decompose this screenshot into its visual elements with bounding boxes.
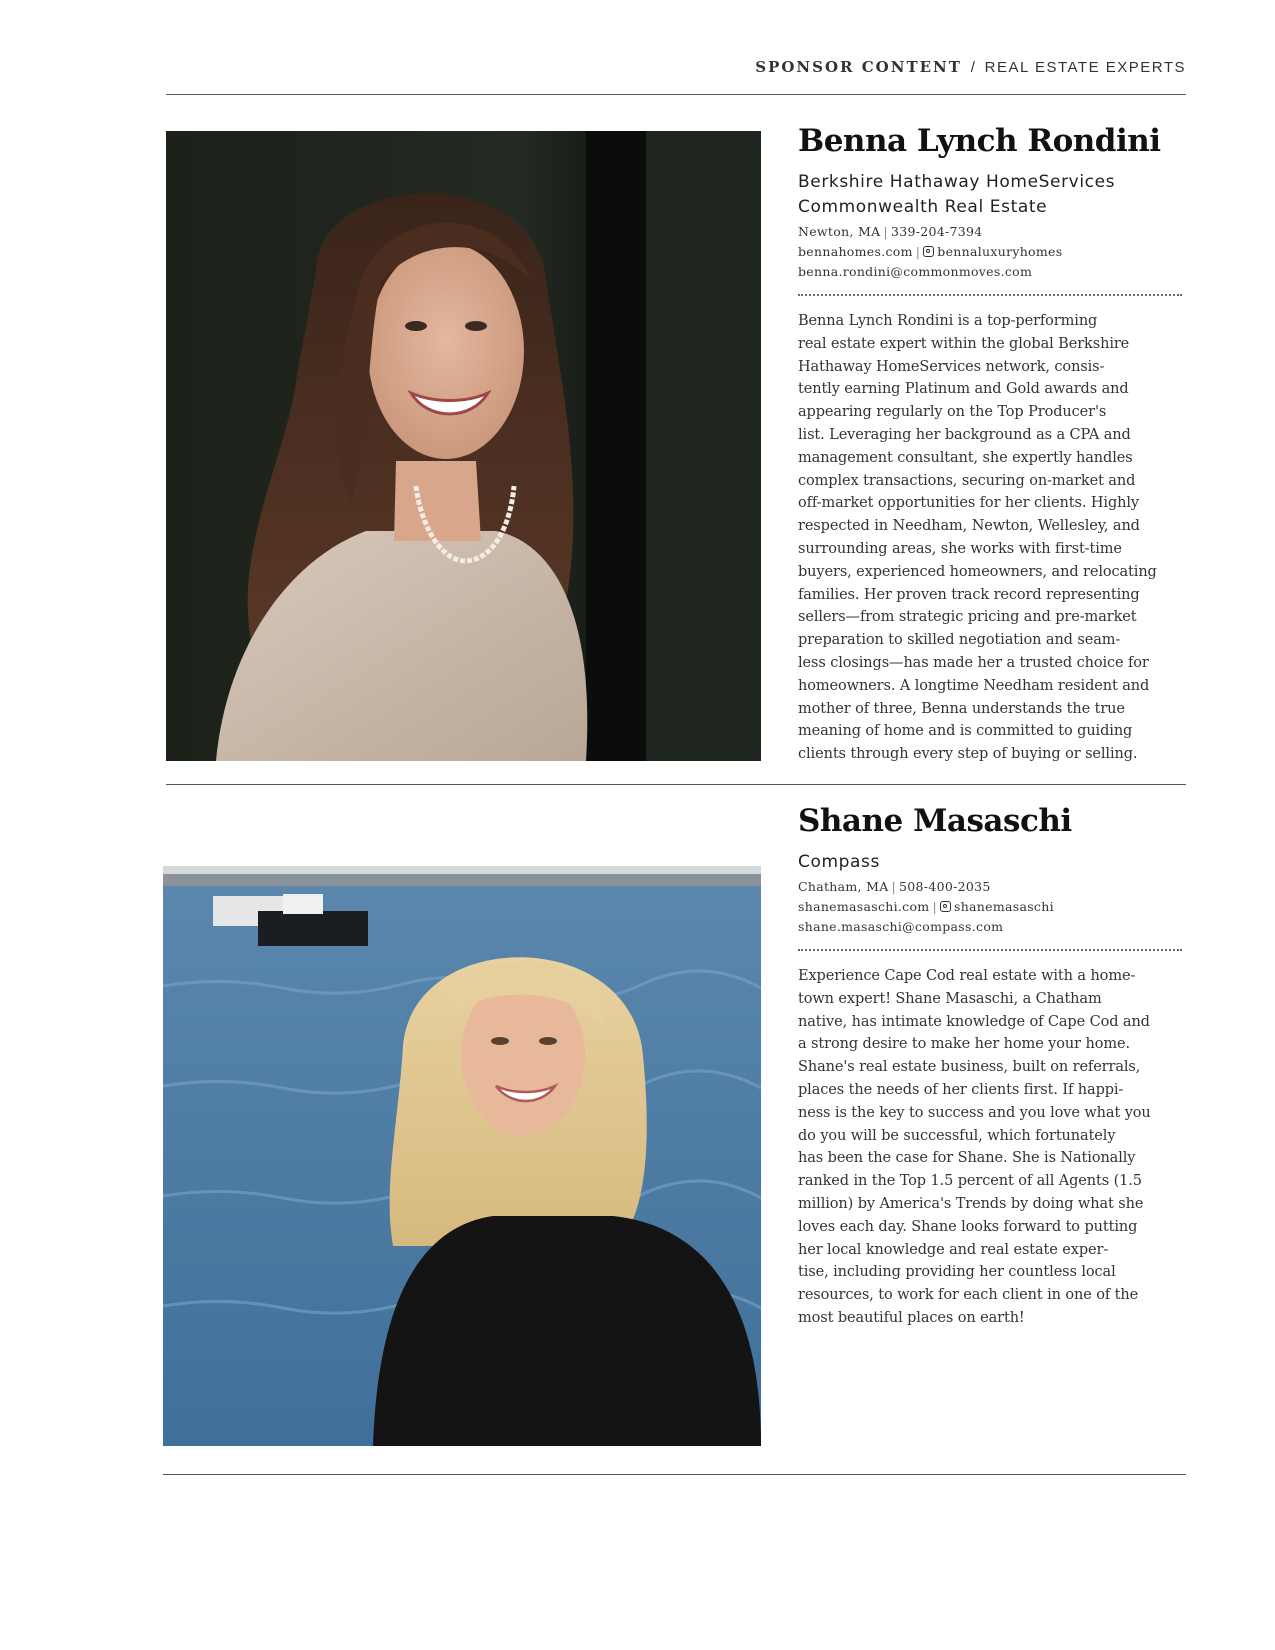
footer-rule <box>163 1474 1186 1475</box>
agent-phone[interactable]: 339-204-7394 <box>890 224 983 239</box>
section-label: REAL ESTATE EXPERTS <box>984 59 1186 76</box>
agent-contact: Chatham, MA | 508-400-2035 shanemasaschi.com | shanemasaschi shane.masaschi@compass.com <box>798 879 1054 934</box>
section-rule <box>166 784 1186 785</box>
agent-company <box>798 170 1190 220</box>
agent-website[interactable]: bennahomes.com <box>798 244 913 259</box>
agent-profile-shane <box>798 802 1190 1330</box>
agent-company <box>798 850 1190 875</box>
agent-name: Shane Masaschi <box>798 803 1072 839</box>
header-rule <box>166 94 1186 95</box>
agent-photo-benna <box>166 131 761 761</box>
company-line: Compass <box>798 852 880 872</box>
instagram-icon <box>923 246 934 257</box>
agent-contact: Newton, MA | 339-204-7394 bennahomes.com | bennaluxuryhomes benna.rondini@commonmoves.com <box>798 224 1063 279</box>
page-header <box>166 58 1186 76</box>
agent-bio: Experience Cape Cod real estate with a home- town expert! Shane Masaschi, a Chatham native, has intimate knowledge of Cape Cod and a strong desire to make her home your home. Shane's real estate business, built on referrals, places the needs of her clients first. If happi- ness is the key to success and you love what you do you will be successful, which fortunately has been the case for Shane. She is Nationally ranked in the Top 1.5 percent of all Agents (1.5 million) by America's Trends by doing what she loves each day. Shane looks forward to putting her local knowledge and real estate exper- tise, including providing her countless local resources, to work for each client in one of the most beautiful places on earth! <box>798 968 1151 1326</box>
sponsor-label: SPONSOR CONTENT <box>755 58 962 76</box>
agent-name: Benna Lynch Rondini <box>798 123 1161 159</box>
agent-photo-shane <box>163 866 761 1446</box>
agent-profile-benna <box>798 122 1190 766</box>
company-line: Commonwealth Real Estate <box>798 197 1048 217</box>
agent-email[interactable]: shane.masaschi@compass.com <box>798 919 1004 934</box>
agent-location: Newton, MA <box>798 224 881 239</box>
agent-email[interactable]: benna.rondini@commonmoves.com <box>798 264 1033 279</box>
dotted-divider <box>798 949 1182 951</box>
agent-location: Chatham, MA <box>798 879 889 894</box>
company-line: Berkshire Hathaway HomeServices <box>798 172 1116 192</box>
agent-website[interactable]: shanemasaschi.com <box>798 899 930 914</box>
agent-phone[interactable]: 508-400-2035 <box>899 879 991 894</box>
agent-instagram[interactable]: bennaluxuryhomes <box>937 244 1063 259</box>
dotted-divider <box>798 294 1182 296</box>
instagram-icon <box>940 901 951 912</box>
agent-instagram[interactable]: shanemasaschi <box>953 899 1054 914</box>
header-separator: / <box>970 59 976 76</box>
agent-bio: Benna Lynch Rondini is a top-performing real estate expert within the global Berkshire Hathaway HomeServices network, consis- tently earning Platinum and Gold awards and appearing regularly on the Top Producer's list. Leveraging her background as a CPA and management consultant, she expertly handles complex transactions, securing on-market and off-market opportunities for her clients. Highly respected in Needham, Newton, Wellesley, and surrounding areas, she works with first-time buyers, experienced homeowners, and relocating families. Her proven track record representing sellers—from strategic pricing and pre-market preparation to skilled negotiation and seam- less closings—has made her a trusted choice for homeowners. A longtime Needham resident and mother of three, Benna understands the true meaning of home and is committed to guiding clients through every step of buying or selling. <box>798 313 1157 763</box>
